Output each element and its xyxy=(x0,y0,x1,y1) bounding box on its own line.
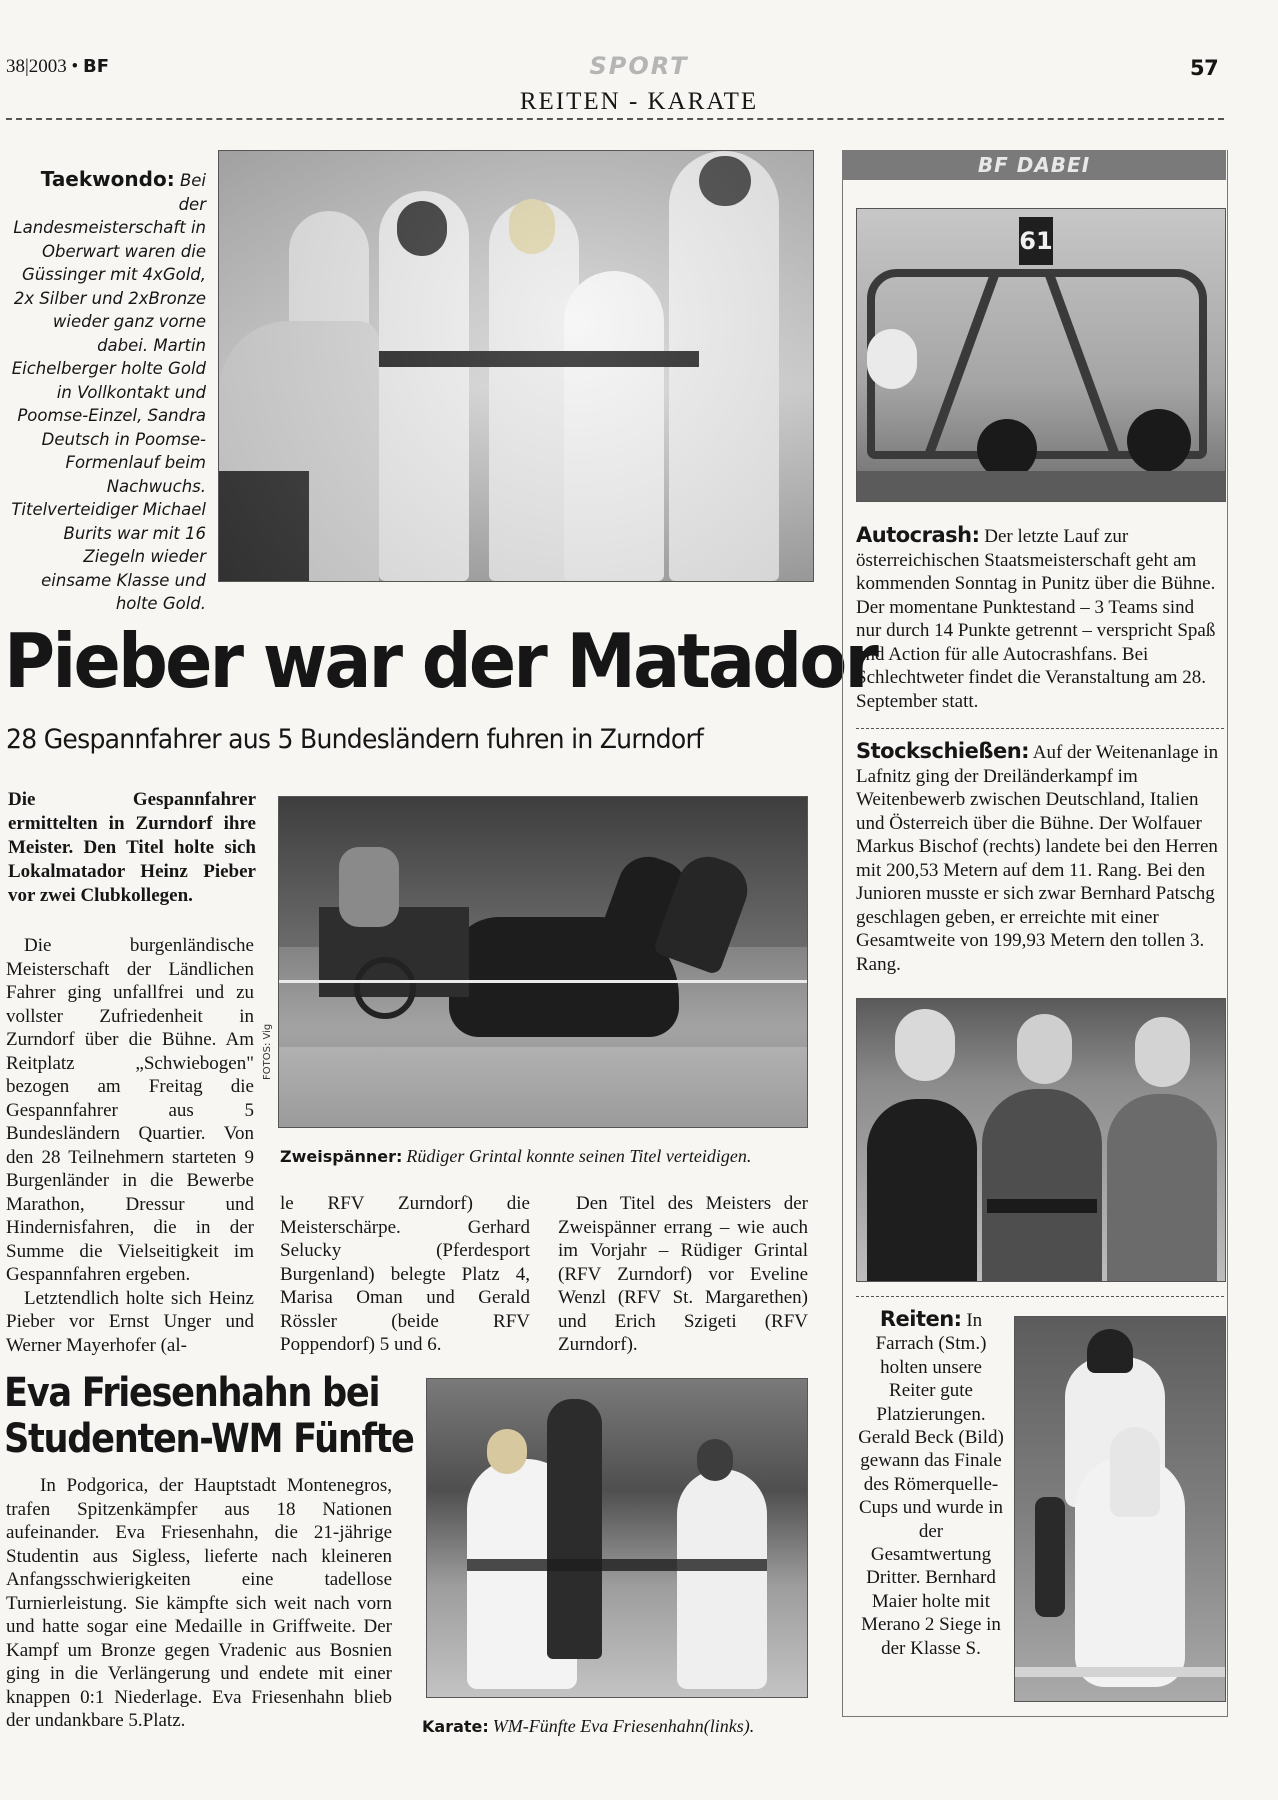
main-col1-p2: Letztendlich holte sich Heinz Pieber vor Ernst Unger und Werner Mayerhofer (al- xyxy=(6,1287,254,1356)
reiten-text xyxy=(858,1308,1004,1660)
reiten-key: Reiten: xyxy=(879,1307,962,1331)
main-subheadline: 28 Gespannfahrer aus 5 Bundesländern fuhren in Zurndorf xyxy=(6,724,704,755)
eva-headline-line2: Studenten-WM Fünfte xyxy=(4,1416,414,1462)
autocrash-body: Der letzte Lauf zur österreichischen Staatsmeisterschaft geht am kommenden Sonntag in Punitz über die Bühne. Der momentane Punktestand – 3 Teams sind nur durch 14 Punkte getrennt – verspricht Spaß und Action für alle Autocrashfans. Bei Schlechtweter findet die Veranstaltung am 28. September statt. xyxy=(856,526,1216,712)
stockschiessen-photo xyxy=(856,998,1226,1282)
page-number: 57 xyxy=(1190,56,1219,80)
autocrash-key: Autocrash: xyxy=(856,523,980,547)
karate-caption-key: Karate: xyxy=(422,1717,489,1736)
taekwondo-photo xyxy=(218,150,814,582)
eva-headline-line1: Eva Friesenhahn bei xyxy=(4,1370,380,1416)
stock-text xyxy=(856,740,1224,976)
taekwondo-text: Bei der Landesmeisterschaft in Oberwart waren die Güssinger mit 4xGold, 2x Silber und 2xBronze wieder ganz vorne dabei. Martin Eichelberger holte Gold in Vollkontakt und Poomse-Einzel, Sandra Deutsch in Poomse-Formenlauf beim Nachwuchs. Titelverteidiger Michael Burits war mit 16 Ziegeln wieder einsame Klasse und holte Gold. xyxy=(11,171,206,613)
brand: BF xyxy=(82,56,109,77)
main-col2: le RFV Zurndorf) die Meisterschärpe. Gerhard Selucky (Pferdesport Burgenland) belegte Platz 4, Marisa Oman und Gerald Rössler (beide RFV Poppendorf) 5 und 6. xyxy=(280,1193,530,1355)
eva-text: In Podgorica, der Hauptstadt Montenegros, trafen Spitzenkämpfer aus 18 Nationen aufeinander. Eva Friesenhahn, die 21-jährige Studentin aus Sigless, lieferte nach kleineren Anfangsschwierigkeiten eine tadellose Turnierleistung. Sie kämpfte sich weit nach vorn und hatte sogar eine Medaille in Griffweite. Der Kampf um Bronze gegen Vradenic aus Bosnien ging in die Verlängerung und endete mit einer knappen 0:1 Niederlage. Eva Friesenhahn blieb der undankbare 5.Platz. xyxy=(6,1475,392,1731)
header-rule xyxy=(6,118,1224,120)
karate-caption-text: WM-Fünfte Eva Friesenhahn(links). xyxy=(492,1716,755,1736)
horse-caption-key: Zweispänner: xyxy=(280,1147,403,1166)
sidebar-divider-1 xyxy=(856,728,1224,729)
reiten-photo xyxy=(1014,1316,1226,1702)
car-number-plate: 61 xyxy=(1019,217,1053,265)
horse-caption xyxy=(280,1146,810,1167)
autocrash-text xyxy=(856,524,1224,713)
eva-headline xyxy=(4,1370,414,1462)
reiten-body: In Farrach (Stm.) holten unsere Reiter gute Platzierungen. Gerald Beck (Bild) gewann das Finale des Römerquelle-Cups und wurde in der Gesamtwertung Dritter. Bernhard Maier holte mit Merano 2 Siege in der Klasse S. xyxy=(858,1310,1004,1659)
main-lead: Die Gespannfahrer ermittelten in Zurndorf ihre Meister. Den Titel holte sich Lokalmatador Heinz Pieber vor zwei Clubkollegen. xyxy=(8,789,256,906)
taekwondo-key: Taekwondo: xyxy=(40,167,175,191)
taekwondo-caption xyxy=(10,168,206,616)
horse-carriage-photo xyxy=(278,796,808,1128)
photo-credit: FOTOS: Vig xyxy=(262,1023,273,1080)
section-label: SPORT xyxy=(589,52,689,80)
karate-caption xyxy=(422,1716,822,1737)
karate-photo xyxy=(426,1378,808,1698)
main-col1-p1: Die burgenländische Meisterschaft der Ländlichen Fahrer ging unfallfrei und zu vollster Zufriedenheit in Zurndorf über die Bühne. Am Reitplatz „Schwiebogen" bezogen am Freitag die Gespannfahrer aus 5 Bundesländern Quartier. Von den 28 Teilnehmern starteten 9 Burgenländer in die Bewerbe Marathon, Dressur und Hindernisfahren, die in der Summe die Vielseitigkeit im Gespannfahren ergeben. xyxy=(6,935,254,1285)
sidebar-divider-2 xyxy=(856,1296,1224,1297)
horse-caption-text: Rüdiger Grintal konnte seinen Titel verteidigen. xyxy=(406,1146,752,1166)
issue-number: 38|2003 • xyxy=(6,56,79,77)
stock-body: Auf der Weitenanlage in Lafnitz ging der Dreiländerkampf im Weitenbewerb zwischen Deutschland, Italien und Österreich über die Bühne. Der Wolfauer Markus Bischof (rechts) landete bei den Herren mit 200,53 Metern auf dem 11. Rang. Bei den Junioren musste er sich zwar Bernhard Patschg geschlagen geben, er erreichte mit einer Gesamtweite von 199,93 Metern den tollen 3. Rang. xyxy=(856,742,1219,975)
autocrash-photo xyxy=(856,208,1226,502)
stock-key: Stockschießen: xyxy=(856,739,1030,763)
main-col1 xyxy=(6,934,254,1357)
sidebar-title: BF DABEI xyxy=(842,150,1226,180)
main-col3: Den Titel des Meisters der Zweispänner errang – wie auch im Vorjahr – Rüdiger Grintal (RFV Zurndorf) vor Eveline Wenzl (RFV St. Margarethen) und Erich Szigeti (RFV Zurndorf). xyxy=(558,1193,808,1355)
main-headline: Pieber war der Matador xyxy=(4,617,877,705)
subsection-label: REITEN - KARATE xyxy=(519,88,759,115)
